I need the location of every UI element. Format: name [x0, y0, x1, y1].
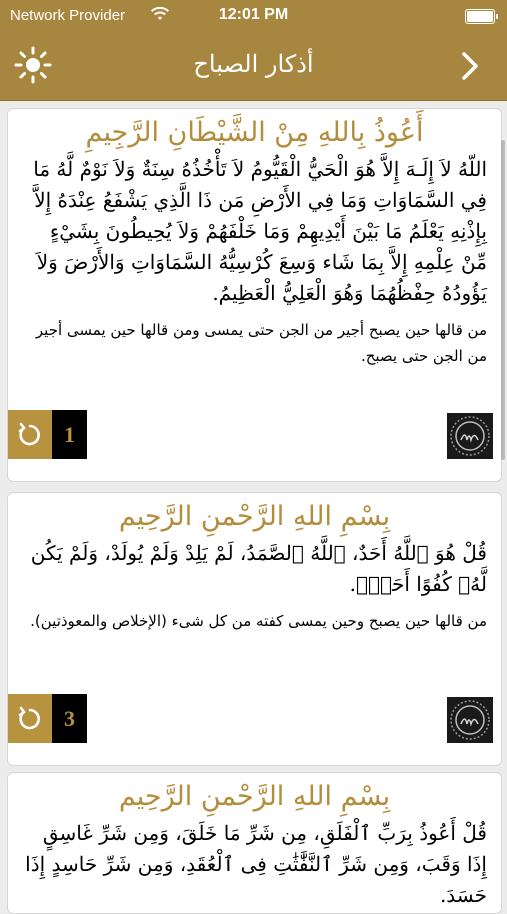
dhikr-text: قُلْ هُوَ ٱللَّهُ أَحَدٌ، ٱللَّهُ ٱلصَّمَدُ، لَمْ يَلِدْ وَلَمْ يُولَدْ، وَلَمْ يَكُن لَّهُۥ كُفُوًا أَحَدٌۢ.	[30, 541, 487, 596]
dhikr-title: بِسْمِ اللهِ الرَّحْمنِ الرَّحِيم	[118, 781, 391, 812]
carrier-label: Network Provider	[10, 7, 126, 24]
scrollbar[interactable]	[501, 140, 505, 460]
dhikr-text: قُلْ أَعُوذُ بِرَبِّ ٱلْفَلَقِ، مِن شَرِّ مَا خَلَقَ، وَمِن شَرِّ غَاسِقٍ إِذَا وَقَبَ، وَمِن شَرِّ ٱلنَّفَّٰثَٰتِ فِى ٱلْعُقَدِ، وَمِن شَرِّ حَاسِدٍ إِذَا حَسَدَ.	[25, 821, 487, 907]
dhikr-title: بِسْمِ اللهِ الرَّحْمنِ الرَّحِيم	[118, 501, 391, 532]
status-bar	[0, 0, 507, 32]
repeat-counter[interactable]	[8, 410, 87, 459]
counter-reset-icon	[17, 422, 43, 448]
dhikr-virtue-note: من قالها حين يصبح أجير من الجن حتى يمسى ومن قالها حين يمسى أجير من الجن حتى يصبح.	[35, 321, 487, 365]
chevron-right-icon[interactable]	[455, 50, 485, 82]
counter-reset-button[interactable]	[8, 694, 52, 743]
status-time: 12:01 PM	[218, 6, 289, 23]
repeat-counter[interactable]	[8, 694, 87, 743]
dhikr-title: أَعُوذُ بِاللهِ مِنْ الشَّيْطَانِ الرَّجِيمِ	[85, 117, 424, 148]
navigation-bar	[0, 32, 507, 101]
dhikr-text: اللّهُ لاَ إِلَـهَ إِلاَّ هُوَ الْحَيُّ الْقَيُّومُ لاَ تَأْخُذُهُ سِنَةٌ وَلاَ نَوْمٌ لَّهُ مَا فِي السَّمَاوَاتِ وَمَا فِي الأَرْضِ مَن ذَا الَّذِي يَشْفَعُ عِنْدَهُ إِلاَّ بِإِذْنِهِ يَعْلَمُ مَا بَيْنَ أَيْدِيهِمْ وَمَا خَلْفَهُمْ وَلاَ يُحِيطُونَ بِشَيْءٍ مِّنْ عِلْمِهِ إِلاَّ بِمَا شَاء وَسِعَ كُرْسِيُّهُ السَّمَاوَاتِ وَالأَرْضَ وَلاَ يَؤُودُهُ حِفْظُهُمَا وَهُوَ الْعَلِيُّ الْعَظِيمُ.	[33, 157, 487, 305]
repeat-count: 1	[52, 410, 87, 459]
allah-emblem-icon	[447, 413, 493, 459]
dhikr-card	[7, 492, 502, 766]
repeat-count: 3	[52, 694, 87, 743]
page-title: أذكار الصباح	[193, 50, 314, 78]
battery-icon	[465, 9, 495, 24]
counter-reset-icon	[17, 706, 43, 732]
counter-reset-button[interactable]	[8, 410, 52, 459]
dhikr-virtue-note: من قالها حين يصبح وحين يمسى كفته من كل شىء (الإخلاص والمعوذتين).	[30, 612, 487, 630]
allah-emblem-icon	[447, 697, 493, 743]
dhikr-card	[7, 108, 502, 482]
dhikr-card	[7, 772, 502, 914]
